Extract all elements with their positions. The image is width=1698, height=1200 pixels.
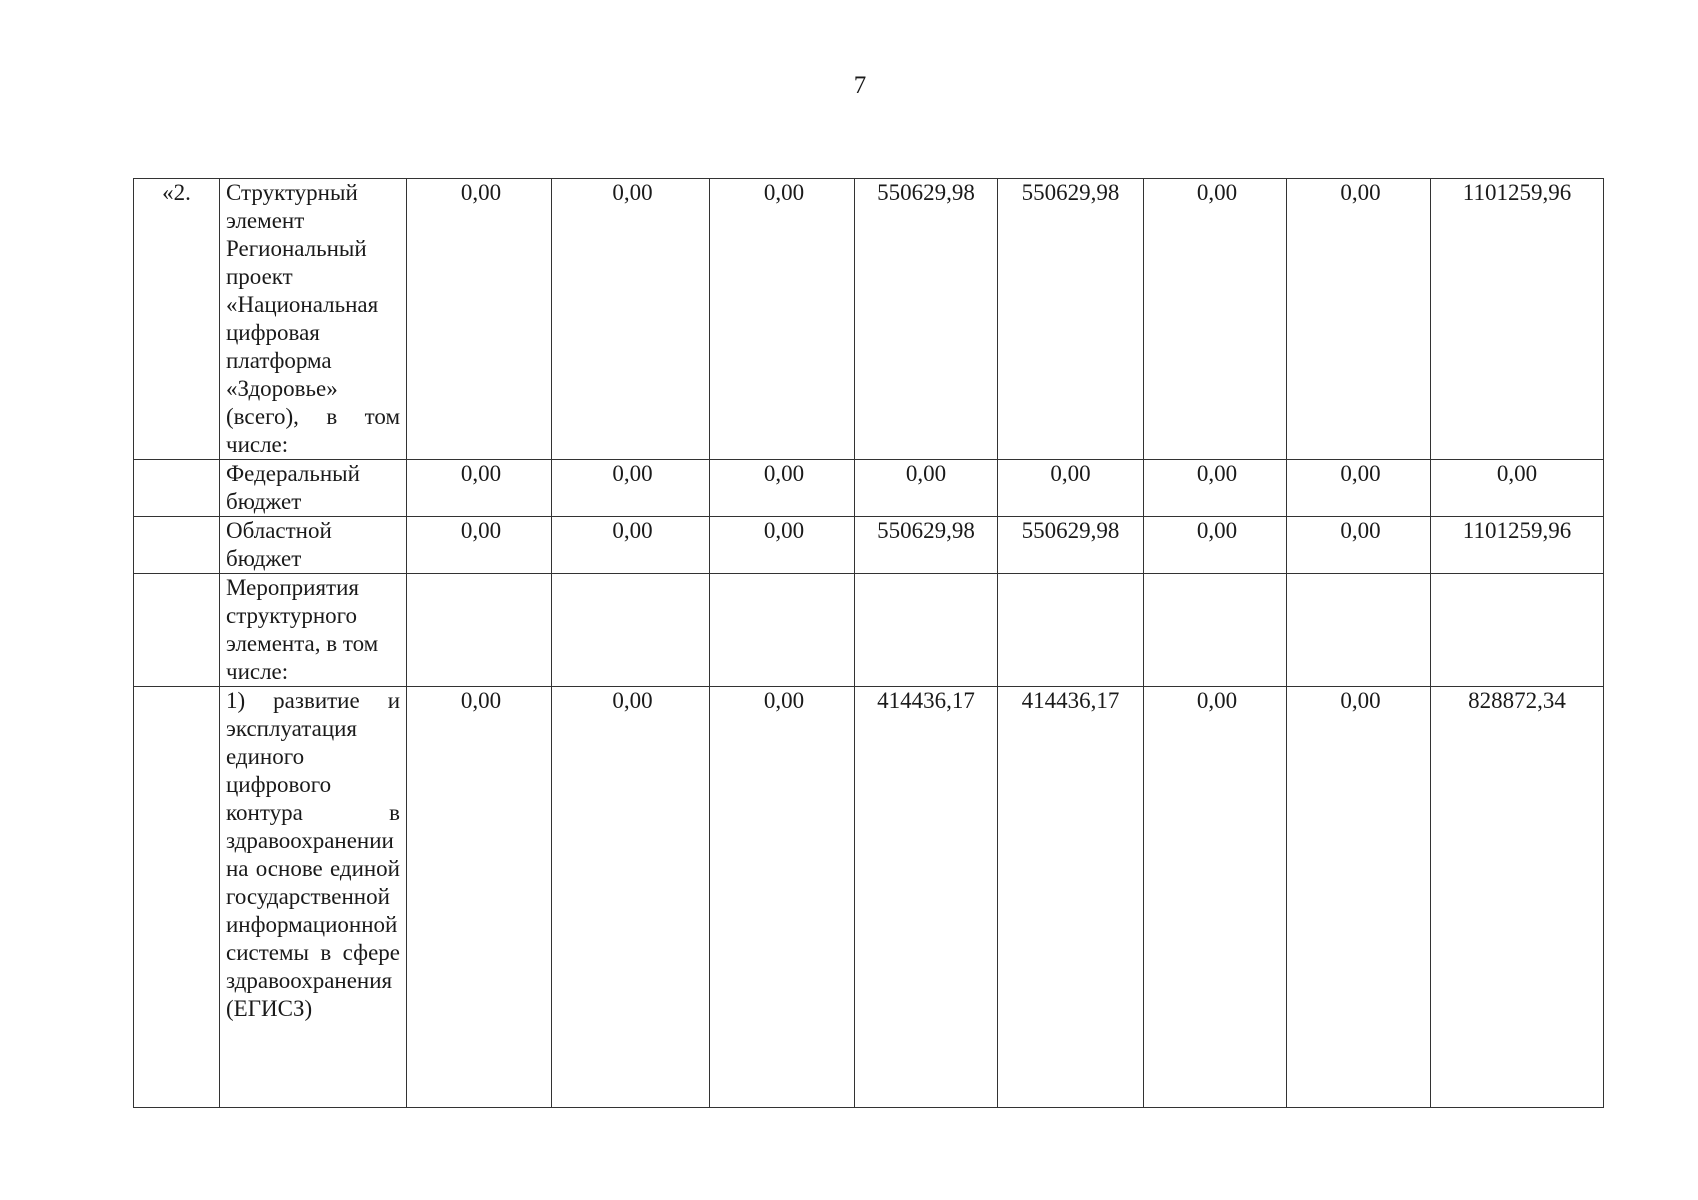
value-cell: 0,00 [552,687,710,1108]
row-index [134,687,220,1108]
row-label [220,179,407,460]
value-cell [552,574,710,687]
value-cell: 414436,17 [998,687,1144,1108]
budget-table [133,178,1604,1108]
value-cell: 0,00 [1287,517,1431,574]
value-cell [1144,574,1287,687]
value-cell: 1101259,96 [1431,179,1604,460]
row-index [134,517,220,574]
table-row [134,517,1604,574]
table-row [134,179,1604,460]
row-label [220,687,407,1108]
value-cell: 0,00 [407,687,552,1108]
value-cell [407,574,552,687]
row-label [220,460,407,517]
value-cell: 0,00 [1287,460,1431,517]
row-index [134,460,220,517]
value-cell: 0,00 [407,460,552,517]
table-row [134,687,1604,1108]
value-cell: 0,00 [710,517,855,574]
value-cell: 0,00 [1144,517,1287,574]
row-index: «2. [134,179,220,460]
value-cell: 0,00 [710,460,855,517]
value-cell: 0,00 [710,687,855,1108]
value-cell: 414436,17 [855,687,998,1108]
row-label-text: 1) развитие и эксплуатация единого цифрового контура в здравоохранении на основе единой государственной информационной системы в сфере здравоохранения (ЕГИСЗ) [226,688,400,1021]
value-cell [1431,574,1604,687]
value-cell [1287,574,1431,687]
value-cell: 0,00 [552,517,710,574]
value-cell: 0,00 [710,179,855,460]
table-row [134,460,1604,517]
table-row [134,574,1604,687]
value-cell: 550629,98 [998,179,1144,460]
page-number: 7 [853,72,867,99]
value-cell: 0,00 [407,179,552,460]
value-cell: 0,00 [855,460,998,517]
value-cell: 0,00 [552,179,710,460]
row-label-text: Мероприятия структурного элемента, в том числе: [226,575,379,684]
row-label-text: Структурный элемент Региональный проект «Национальная цифровая платформа «Здоровье» (всего), в том числе: [226,180,400,457]
value-cell [855,574,998,687]
value-cell: 550629,98 [998,517,1144,574]
row-label-text: Федеральный бюджет [226,461,360,514]
value-cell: 0,00 [1287,687,1431,1108]
value-cell: 550629,98 [855,517,998,574]
value-cell [998,574,1144,687]
value-cell: 1101259,96 [1431,517,1604,574]
value-cell: 550629,98 [855,179,998,460]
value-cell: 0,00 [1431,460,1604,517]
value-cell [710,574,855,687]
row-label [220,574,407,687]
row-label-text: Областной бюджет [226,518,332,571]
value-cell: 0,00 [1287,179,1431,460]
value-cell: 0,00 [552,460,710,517]
value-cell: 0,00 [998,460,1144,517]
value-cell: 0,00 [1144,460,1287,517]
value-cell: 828872,34 [1431,687,1604,1108]
row-label [220,517,407,574]
value-cell: 0,00 [1144,687,1287,1108]
value-cell: 0,00 [407,517,552,574]
row-index [134,574,220,687]
value-cell: 0,00 [1144,179,1287,460]
